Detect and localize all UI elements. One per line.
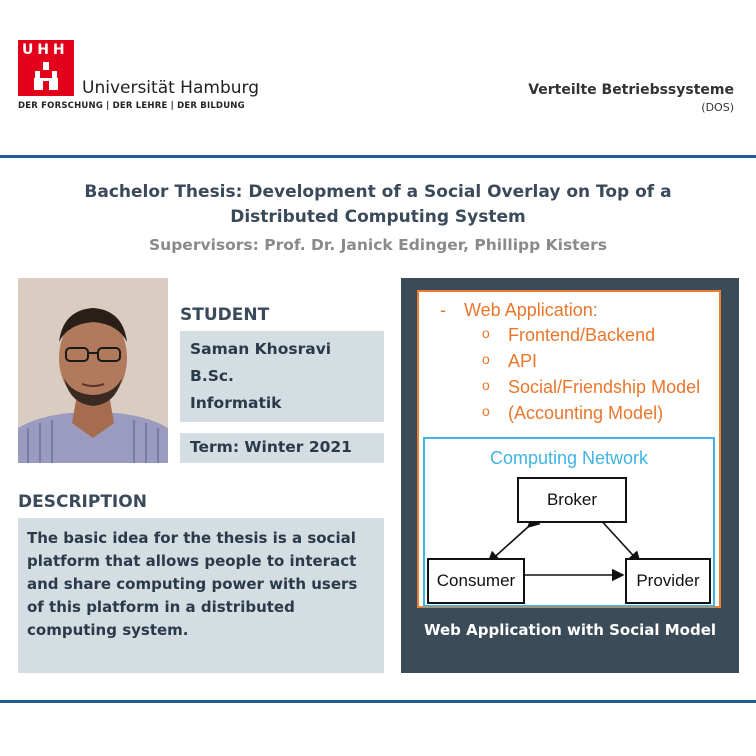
sub-bullet: o <box>482 351 490 367</box>
university-name: Universität Hamburg <box>82 78 259 98</box>
broker-node: Broker <box>517 477 627 523</box>
student-heading: STUDENT <box>180 305 270 325</box>
web-app-bullet: - <box>440 300 446 320</box>
thesis-title: Bachelor Thesis: Development of a Social Overlay on Top of a Distributed Computing System <box>84 182 672 227</box>
provider-node: Provider <box>625 558 711 604</box>
department-abbrev: (DOS) <box>701 101 734 114</box>
sub-bullet: o <box>482 403 490 419</box>
web-app-item: Frontend/Backend <box>508 325 656 345</box>
student-info <box>190 336 331 417</box>
university-tagline: DER FORSCHUNG | DER LEHRE | DER BILDUNG <box>18 101 245 111</box>
student-field: Informatik <box>190 394 282 412</box>
student-term: Term: Winter 2021 <box>190 438 352 456</box>
network-title: Computing Network <box>489 448 649 468</box>
web-app-item: API <box>508 351 538 371</box>
sub-bullet: o <box>482 325 490 341</box>
department-name: Verteilte Betriebssysteme <box>528 82 734 98</box>
top-divider <box>0 155 756 158</box>
supervisors: Supervisors: Prof. Dr. Janick Edinger, Phillipp Kisters <box>149 236 607 254</box>
logo-letters: U H H <box>22 42 65 58</box>
web-app-item: Social/Friendship Model <box>508 377 701 397</box>
web-app-item: (Accounting Model) <box>508 403 664 423</box>
uhh-logo <box>18 40 74 96</box>
student-name: Saman Khosravi <box>190 340 332 358</box>
web-app-heading: Web Application: <box>464 300 598 320</box>
student-photo <box>18 278 168 463</box>
description-text: The basic idea for the thesis is a social platform that allows people to interact and share computing power with users of this platform in a distributed computing system. <box>27 529 358 639</box>
castle-icon <box>32 62 60 92</box>
consumer-node: Consumer <box>427 558 525 604</box>
student-degree: B.Sc. <box>190 367 234 385</box>
bottom-divider <box>0 700 756 703</box>
sub-bullet: o <box>482 377 490 393</box>
figure-caption: Web Application with Social Model <box>423 621 717 639</box>
description-heading: DESCRIPTION <box>18 492 147 512</box>
